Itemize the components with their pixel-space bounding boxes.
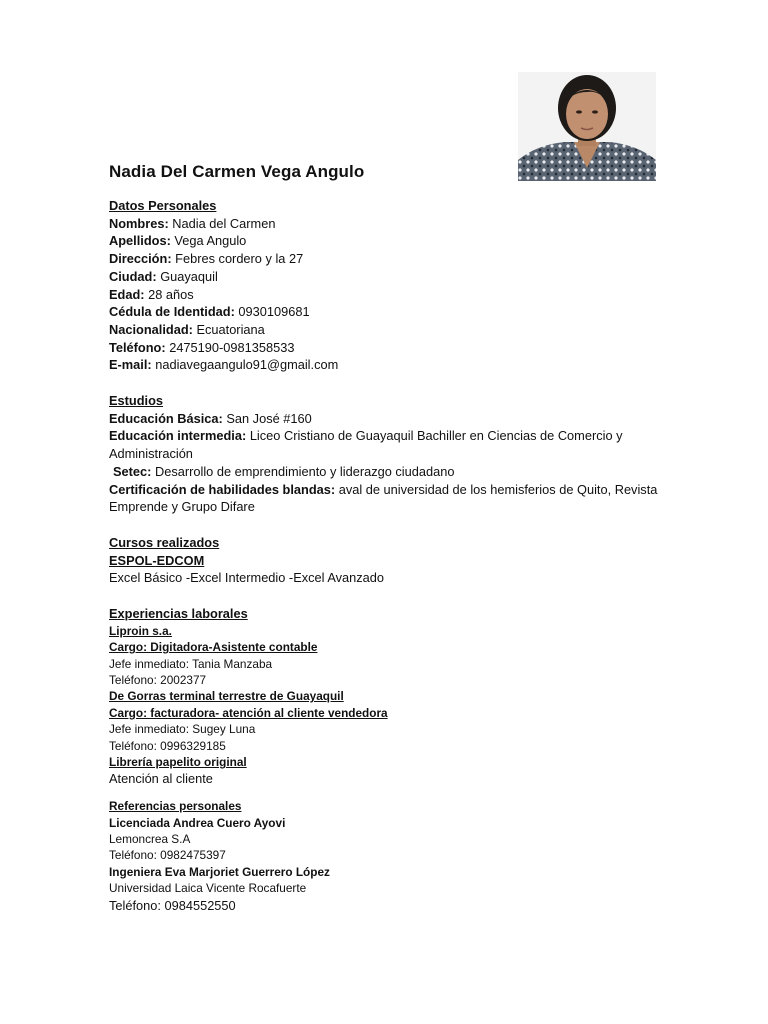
study-intermediate: Educación intermedia: Liceo Cristiano de Guayaquil Bachiller en Ciencias de Comercio y Administración — [109, 428, 623, 462]
experience-heading: Experiencias laborales — [109, 606, 248, 622]
field-cedula: Cédula de Identidad: 0930109681 — [109, 304, 310, 320]
personal-heading: Datos Personales — [109, 198, 217, 213]
job2-role: Cargo: facturadora- atención al cliente vendedora — [109, 705, 388, 720]
study-soft-skills: Certificación de habilidades blandas: aval de universidad de los hemisferios de Quito, Revista Emprende y Grupo Difare — [109, 481, 658, 515]
field-edad: Edad: 28 años — [109, 286, 194, 302]
field-email: E-mail: nadiavegaangulo91@gmail.com — [109, 357, 339, 373]
courses-heading: Cursos realizados — [109, 534, 220, 550]
reference1-phone: Teléfono: 0982475397 — [109, 848, 226, 863]
job1-role: Cargo: Digitadora-Asistente contable — [109, 640, 318, 655]
study-basic: Educación Básica: San José #160 — [109, 410, 312, 426]
job1-company: Liproin s.a. — [109, 623, 172, 638]
candidate-name: Nadia Del Carmen Vega Angulo — [109, 162, 365, 181]
job2-boss: Jefe inmediato: Sugey Luna — [109, 722, 256, 737]
job1-boss: Jefe inmediato: Tania Manzaba — [109, 656, 273, 671]
job3-company: Librería papelito original — [109, 755, 247, 770]
job2-phone: Teléfono: 0996329185 — [109, 738, 226, 753]
field-apellidos: Apellidos: Vega Angulo — [109, 233, 247, 249]
job2-company: De Gorras terminal terrestre de Guayaquil — [109, 689, 344, 704]
studies-heading: Estudios — [109, 393, 164, 409]
field-nombres: Nombres: Nadia del Carmen — [109, 215, 276, 231]
field-telefono: Teléfono: 2475190-0981358533 — [109, 339, 295, 355]
courses-list: Excel Básico -Excel Intermedio -Excel Avanzado — [109, 570, 385, 586]
job3-role: Atención al cliente — [109, 771, 213, 787]
courses-institution: ESPOL-EDCOM — [109, 552, 205, 568]
reference1-org: Lemoncrea S.A — [109, 831, 191, 846]
study-setec: Setec: Desarrollo de emprendimiento y liderazgo ciudadano — [113, 463, 455, 479]
profile-photo — [518, 72, 656, 181]
cv-body — [109, 197, 669, 914]
field-ciudad: Ciudad: Guayaquil — [109, 268, 218, 284]
references-heading: Referencias personales — [109, 799, 242, 814]
job1-phone: Teléfono: 2002377 — [109, 672, 207, 687]
reference1-name: Licenciada Andrea Cuero Ayovi — [109, 815, 286, 830]
reference2-phone: Teléfono: 0984552550 — [109, 897, 236, 913]
reference2-org: Universidad Laica Vicente Rocafuerte — [109, 881, 307, 896]
field-direccion: Dirección: Febres cordero y la 27 — [109, 251, 304, 267]
reference2-name: Ingeniera Eva Marjoriet Guerrero López — [109, 864, 330, 879]
field-nacionalidad: Nacionalidad: Ecuatoriana — [109, 321, 265, 337]
